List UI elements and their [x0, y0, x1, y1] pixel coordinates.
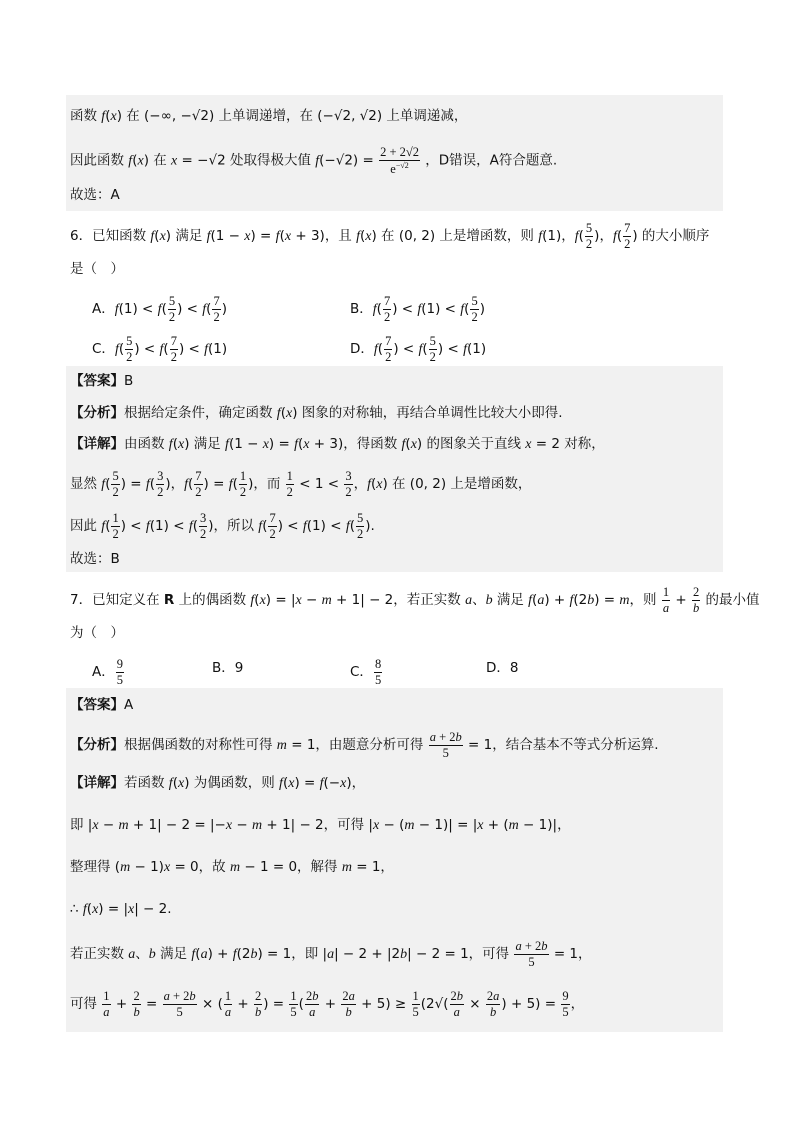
- q6-analysis: 【分析】根据给定条件，确定函数 f(x) 图象的对称轴，再结合单调性比较大小即得.: [70, 405, 563, 421]
- q6-stem: 6．已知函数 f(x) 满足 f(1 − x) = f(x + 3)，且 f(x) 在 (0, 2) 上是增函数，则 f(1)，f( $\frac{5}{2}$ )，f( $\frac{7}{2}$ ) 的大小顺序: [70, 221, 710, 251]
- q6-detail-2: 显然 f( $\frac{5}{2}$ ) = f( $\frac{3}{2}$ )，f( $\frac{7}{2}$ ) = f( $\frac{1}{2}$ )，而 $\frac{1}{2}$ < 1 < $\frac{3}{2}$ ，f(x) 在 (0, 2) 上是增函数，: [70, 469, 532, 499]
- prev-solution-line-2: 因此函数 f(x) 在 x = −√2 处取得极大值 f(−√2) = $\frac{2 + 2√2}{e^{-√2}}$ ，D错误，A符合题意.: [70, 145, 558, 176]
- solution-block-q6: [66, 366, 723, 572]
- q6-option-b[interactable]: B．f( $\frac{7}{2}$ ) < f(1) < f( $\frac{5}{2}$ ): [350, 294, 485, 324]
- q7-option-b[interactable]: B．9: [212, 660, 244, 676]
- q7-option-a[interactable]: A． $\frac{9}{5}$: [92, 657, 123, 687]
- q7-analysis: 【分析】根据偶函数的对称性可得 m = 1，由题意分析可得 $\frac{a + 2b}{5}$ = 1，结合基本不等式分析运算.: [70, 730, 659, 760]
- q6-option-a[interactable]: A．f(1) < f( $\frac{5}{2}$ ) < f( $\frac{7}{2}$ ): [92, 294, 227, 324]
- q7-detail-3: 整理得 (m − 1)x = 0，故 m − 1 = 0，解得 m = 1，: [70, 859, 394, 875]
- q7-detail-6: 可得 $\frac{1}{a}$ + $\frac{2}{b}$ = $\frac{a + 2b}{5}$ × ( $\frac{1}{a}$ + $\frac{2}{b}$ ) = $\frac{1}{5}$ ( $\frac{2b}{a}$ + $\frac{2a}{b}$ + 5) ≥ $\frac{1}{5}$ (2√( $\frac{2b}{a}$ × $\frac{2a}{b}$ ) + 5) = $\frac{9}{5}$ ，: [70, 989, 585, 1019]
- q7-option-c[interactable]: C． $\frac{8}{5}$: [350, 657, 382, 687]
- prev-solution-choice: 故选：A: [70, 187, 120, 203]
- q6-option-d[interactable]: D．f( $\frac{7}{2}$ ) < f( $\frac{5}{2}$ ) < f(1): [350, 334, 487, 364]
- q6-detail-1: 【详解】由函数 f(x) 满足 f(1 − x) = f(x + 3)，得函数 f(x) 的图象关于直线 x = 2 对称，: [70, 436, 605, 452]
- q7-stem-cont: 为（ ）: [70, 625, 124, 641]
- q7-detail-1: 【详解】若函数 f(x) 为偶函数，则 f(x) = f(−x)，: [70, 775, 366, 791]
- q7-detail-4: ∴ f(x) = |x| − 2.: [70, 901, 172, 917]
- q6-stem-cont: 是（ ）: [70, 261, 124, 277]
- q6-detail-3: 因此 f( $\frac{1}{2}$ ) < f(1) < f( $\frac{3}{2}$ )，所以 f( $\frac{7}{2}$ ) < f(1) < f( $\frac{5}{2}$ ).: [70, 511, 375, 541]
- q6-choice: 故选：B: [70, 551, 120, 567]
- q7-option-d[interactable]: D．8: [486, 660, 519, 676]
- q7-detail-5: 若正实数 a、b 满足 f(a) + f(2b) = 1，即 |a| − 2 + |2b| − 2 = 1，可得 $\frac{a + 2b}{5}$ = 1，: [70, 939, 592, 969]
- q7-answer: 【答案】A: [70, 697, 134, 713]
- q7-stem: 7．已知定义在 R 上的偶函数 f(x) = |x − m + 1| − 2，若正实数 a、b 满足 f(a) + f(2b) = m，则 $\frac{1}{a}$ + $\frac{2}{b}$ 的最小值: [70, 585, 760, 615]
- q7-detail-2: 即 |x − m + 1| − 2 = |−x − m + 1| − 2，可得 |x − (m − 1)| = |x + (m − 1)|，: [70, 817, 571, 833]
- q6-answer: 【答案】B: [70, 373, 134, 389]
- q6-option-c[interactable]: C．f( $\frac{5}{2}$ ) < f( $\frac{7}{2}$ ) < f(1): [92, 334, 228, 364]
- prev-solution-line-1: 函数 f(x) 在 (−∞, −√2) 上单调递增，在 (−√2, √2) 上单调递减，: [70, 108, 468, 124]
